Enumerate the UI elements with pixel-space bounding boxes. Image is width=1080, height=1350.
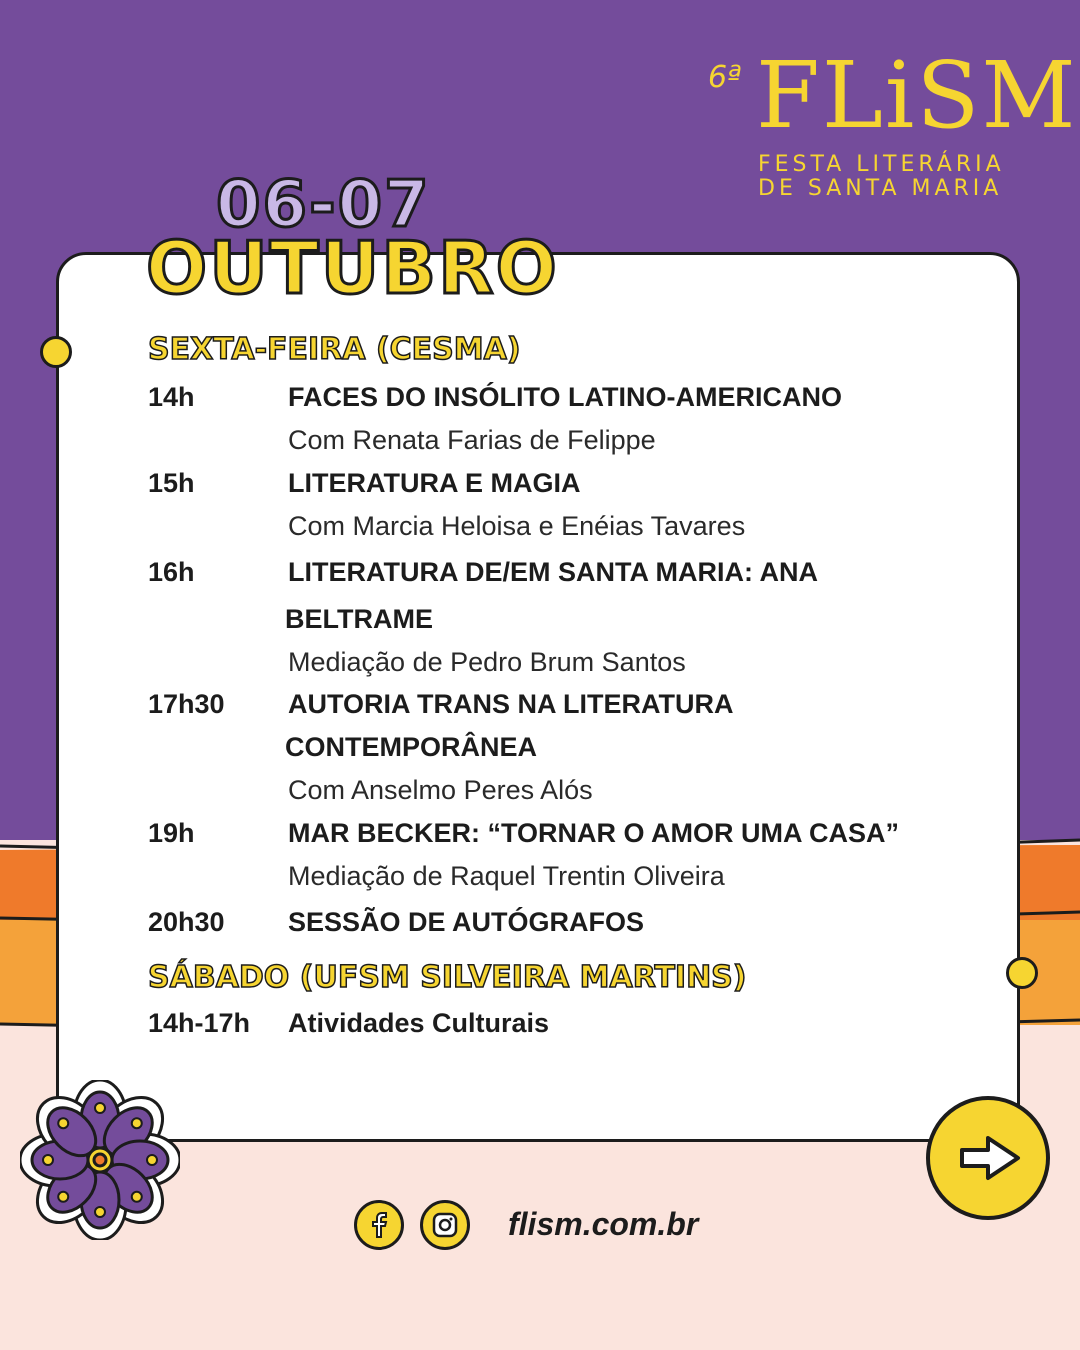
saturday-title: SÁBADO (UFSM SILVEIRA MARTINS) bbox=[148, 960, 747, 995]
event-title: LITERATURA E MAGIA bbox=[288, 468, 581, 498]
logo-subtitle-1: FESTA LITERÁRIA bbox=[758, 152, 1005, 177]
logo-subtitle-2: DE SANTA MARIA bbox=[758, 176, 1003, 201]
event-time: 19h bbox=[148, 818, 195, 848]
arrow-right-icon bbox=[958, 1134, 1022, 1182]
event-time: 17h30 bbox=[148, 689, 225, 719]
event-title: MAR BECKER: “TORNAR O AMOR UMA CASA” bbox=[288, 818, 899, 848]
event-title: SESSÃO DE AUTÓGRAFOS bbox=[288, 907, 645, 937]
website-link[interactable]: flism.com.br bbox=[508, 1206, 699, 1242]
facebook-button[interactable] bbox=[354, 1200, 404, 1250]
event-subtitle: Com Renata Farias de Felippe bbox=[288, 425, 656, 455]
event-time: 14h bbox=[148, 382, 195, 412]
friday-title: SEXTA-FEIRA (CESMA) bbox=[148, 332, 521, 367]
event-title: AUTORIA TRANS NA LITERATURA bbox=[288, 689, 734, 719]
instagram-icon bbox=[432, 1212, 458, 1238]
event-subtitle: Com Anselmo Peres Alós bbox=[288, 775, 593, 805]
event-title-cont: CONTEMPORÂNEA bbox=[285, 732, 538, 762]
event-title-cont: BELTRAME bbox=[285, 604, 433, 634]
logo-name: FLiSM bbox=[756, 42, 1078, 149]
decor-dot-left bbox=[40, 336, 72, 368]
date-month: OUTUBRO bbox=[146, 226, 559, 310]
flower-icon bbox=[20, 1080, 180, 1240]
festival-logo bbox=[704, 42, 1078, 206]
date-days: 06-07 bbox=[216, 168, 431, 242]
logo-edition: 6ª bbox=[708, 60, 742, 95]
event-title: Atividades Culturais bbox=[288, 1008, 550, 1038]
decor-dot-right bbox=[1006, 957, 1038, 989]
event-title: LITERATURA DE/EM SANTA MARIA: ANA bbox=[288, 557, 818, 587]
event-time: 16h bbox=[148, 557, 195, 587]
event-title: FACES DO INSÓLITO LATINO-AMERICANO bbox=[288, 382, 843, 412]
event-time: 14h-17h bbox=[148, 1008, 251, 1038]
instagram-button[interactable] bbox=[420, 1200, 470, 1250]
event-time: 15h bbox=[148, 468, 195, 498]
event-subtitle: Mediação de Pedro Brum Santos bbox=[288, 647, 686, 677]
event-time: 20h30 bbox=[148, 907, 225, 937]
event-subtitle: Mediação de Raquel Trentin Oliveira bbox=[288, 861, 725, 891]
event-subtitle: Com Marcia Heloisa e Enéias Tavares bbox=[288, 511, 746, 541]
facebook-icon bbox=[366, 1212, 392, 1238]
next-button[interactable] bbox=[926, 1096, 1050, 1220]
